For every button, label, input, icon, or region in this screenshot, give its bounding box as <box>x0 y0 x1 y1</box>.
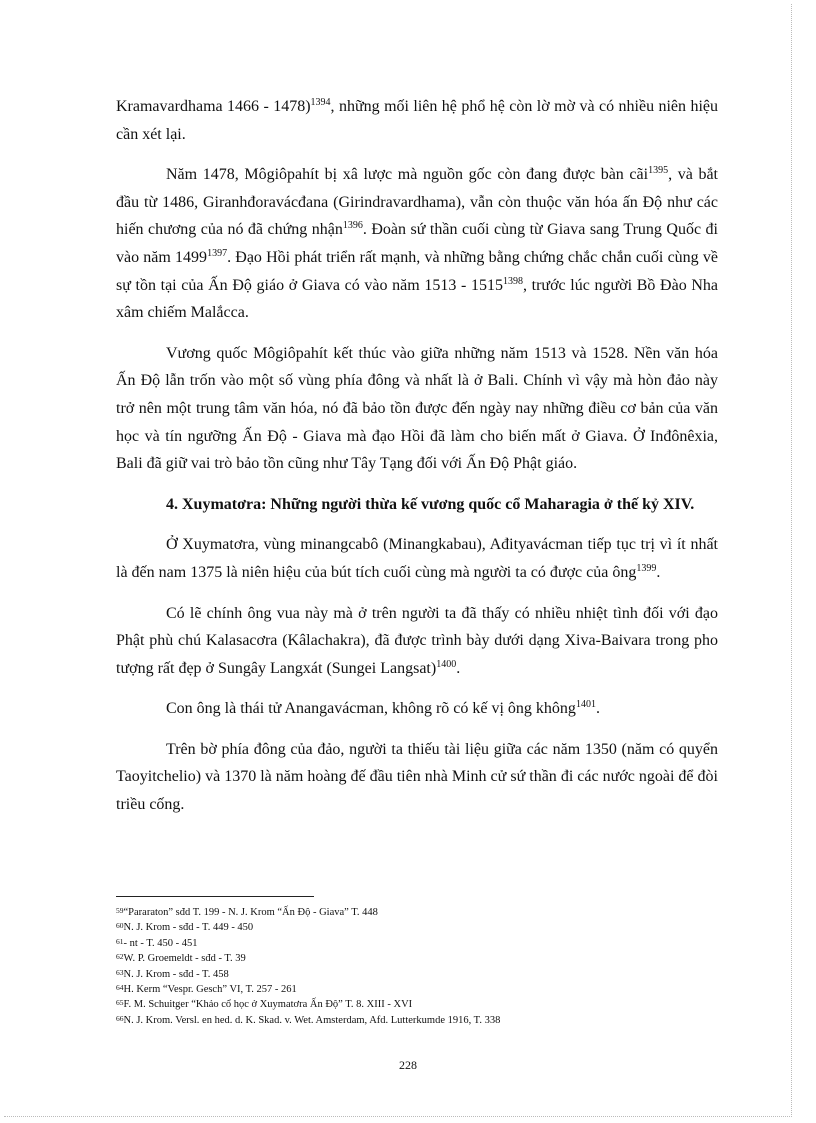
paragraph: Trên bờ phía đông của đảo, người ta thiếu tài liệu giữa các năm 1350 (năm có quyển Taoyitchelio) và 1370 là năm hoàng đế đầu tiên nhà Minh cử sứ thần đi các nước ngoài để đòi triều cống. <box>116 740 718 814</box>
paragraph: Năm 1478, Môgiôpahít bị xâ lược mà nguồn gốc còn đang được bàn cãi$^{1395}$, và bắt đầu từ 1486, Giranhđoravácđana (Girindravardhama), vẫn còn thuộc văn hóa ấn Độ như các hiến chương của nó đã chứng nhận$^{1396}$. Đoàn sứ thần cuối cùng từ Giava sang Trung Quốc đi vào năm $1499^{1397}$. Đạo Hồi phát triển rất mạnh, và những bằng chứng chắc chắn cuối cùng về sự tồn tại của Ấn Độ giáo ở Giava có vào năm $1513 - 1515^{1398}$, trước lúc người Bồ Đào Nha xâm chiếm Malắcca. <box>116 165 718 322</box>
paragraph: Ở Xuymatơra, vùng minangcabô (Minangkabau), Ađityavácman tiếp tục trị vì ít nhất là đến nam 1375 là niên hiệu của bút tích cuối cùng mà người ta có được của ông$^{1399}$. <box>116 536 718 581</box>
footnotes <box>116 904 726 1027</box>
footnote: 61- nt - T. 450 - 451 <box>116 936 198 949</box>
footnote: 60N. J. Krom - sđd - T. 449 - 450 <box>116 921 254 934</box>
footnote: 63N. J. Krom - sđd - T. 458 <box>116 967 229 980</box>
page-border-right <box>791 4 792 1117</box>
paragraph: Con ông là thái tử Anangavácman, không rõ có kế vị ông không$^{1401}$. <box>166 699 600 718</box>
paragraph: Kramavardhama 1466 - 1478)$^{1394}$, những mối liên hệ phổ hệ còn lờ mờ và có nhiều niên hiệu cần xét lại. <box>116 97 719 143</box>
paragraph: Có lẽ chính ông vua này mà ở trên người ta đã thấy có nhiều nhiệt tình đối với đạo Phật phù chú Kalasacơra (Kâlachakra), đã được trình bày dưới dạng Xiva-Baivara trong pho tượng rất đẹp ở Sungây Langxát (Sungei Langsat)$^{1400}$. <box>116 604 718 677</box>
page-number: 228 <box>399 1058 417 1072</box>
footnote: 59“Pararaton” sđd T. 199 - N. J. Krom “Ấn Độ - Giava” T. 448 <box>116 906 378 918</box>
page-border-bottom <box>4 1116 792 1117</box>
footnote: 62W. P. Groemeldt - sđd - T. 39 <box>116 952 246 965</box>
section-heading: 4. Xuymatơra: Những người thừa kế vương quốc cổ Maharagia ở thế kỷ XIV. <box>166 495 695 513</box>
footnote-separator <box>116 896 314 897</box>
paragraph: Vương quốc Môgiôpahít kết thúc vào giữa những năm 1513 và 1528. Nền văn hóa Ấn Độ lẫn trốn vào một số vùng phía đông và nhất là ở Bali. Chính vì vậy mà hòn đảo này trở nên một trung tâm văn hóa, nó đã bảo tồn được đến ngày nay những điều cơ bản của văn học và tín ngưỡng Ấn Độ - Giava mà đạo Hồi đã làm cho biến mất ở Giava. Ở Inđônêxia, Bali đã giữ vai trò bảo tồn cũng như Tây Tạng đối với Ấn Độ Phật giáo. <box>116 344 718 473</box>
footnote: 66N. J. Krom. Versl. en hed. d. K. Skad. v. Wet. Amsterdam, Afd. Lutterkumde 1916, T. 338 <box>116 1013 501 1026</box>
main-text <box>116 93 718 832</box>
footnote: 65F. M. Schuitger “Khảo cổ học ở Xuymatơra Ấn Độ” T. 8. XIII - XVI <box>116 998 413 1011</box>
footnote: 64H. Kerm “Vespr. Gesch” VI, T. 257 - 261 <box>116 983 297 996</box>
